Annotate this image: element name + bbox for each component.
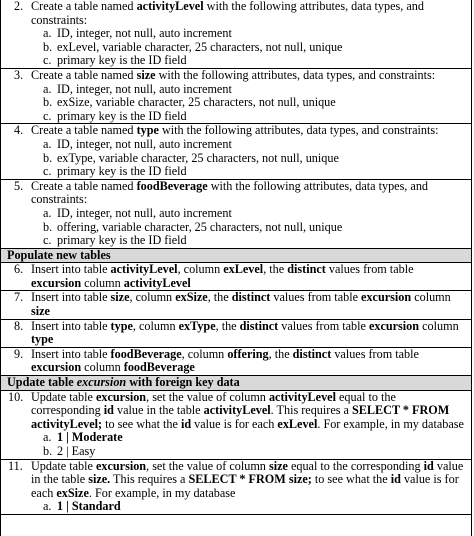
- bold-term: id: [103, 403, 114, 418]
- step-text: [31, 348, 465, 375]
- text-segment: with foreign key data: [126, 375, 240, 390]
- text-segment: values from table: [325, 262, 414, 277]
- sub-item: [43, 221, 471, 235]
- text-segment: value is for each: [191, 416, 278, 431]
- text-segment: , column: [129, 290, 176, 305]
- text-segment: with the following attributes, data types, and constraints:: [155, 67, 436, 82]
- sub-item: [43, 207, 471, 221]
- text-segment: Update table: [31, 389, 96, 404]
- step-number: 10.: [8, 389, 24, 404]
- instruction-row: [1, 0, 471, 69]
- instruction-row: [1, 263, 471, 291]
- text-segment: Create a table named: [31, 0, 137, 13]
- sub-item-text: exSize, variable character, 25 characters, not null, unique: [57, 95, 336, 110]
- bold-term: type: [136, 123, 159, 138]
- bold-term: activityLevel: [268, 389, 336, 404]
- sub-item-letter: c.: [43, 108, 52, 123]
- bold-term: size: [136, 67, 156, 82]
- bold-term: foodBeverage: [136, 178, 208, 193]
- sub-item-text: primary key is the ID field: [57, 233, 187, 248]
- sub-item-text: primary key is the ID field: [57, 53, 187, 68]
- instruction-row: [1, 180, 471, 249]
- sub-item-text: ID, integer, not null, auto increment: [57, 136, 232, 151]
- step-text: [31, 0, 465, 27]
- sub-item-text: 2 | Easy: [57, 444, 96, 458]
- bold-term: exSize: [175, 290, 208, 305]
- text-segment: value in the table: [31, 458, 464, 487]
- bold-term: exLevel: [223, 262, 264, 277]
- step-number: 5.: [14, 178, 24, 193]
- sub-item-letter: c.: [43, 53, 52, 68]
- bold-term: foodBeverage: [110, 346, 182, 361]
- step-number: 4.: [14, 123, 24, 138]
- text-segment: equal to the corresponding: [287, 458, 424, 473]
- step-text: [31, 180, 465, 207]
- sub-item-letter: a.: [43, 430, 52, 445]
- bold-term: exLevel: [277, 416, 318, 431]
- sub-item-text: exLevel, variable character, 25 characters, not null, unique: [57, 39, 343, 54]
- sub-item: [43, 138, 471, 152]
- text-segment: , the: [207, 290, 232, 305]
- text-segment: Populate new tables: [7, 247, 111, 262]
- bold-term: SELECT * FROM activityLevel;: [31, 403, 450, 431]
- sub-item: [43, 96, 471, 110]
- sub-item-text: ID, integer, not null, auto increment: [57, 26, 232, 41]
- text-segment: This requires a: [110, 472, 189, 487]
- text-segment: column: [81, 275, 124, 290]
- text-segment: . For example, in my database: [88, 485, 236, 500]
- bold-term: id: [180, 416, 192, 431]
- text-segment: value is for each: [31, 472, 459, 500]
- instruction-row: [1, 124, 471, 179]
- text-segment: , set the value of column: [146, 458, 269, 473]
- sub-item: [43, 83, 471, 97]
- bold-term: activityLevel: [203, 403, 271, 418]
- sub-item-letter: a.: [43, 26, 52, 41]
- text-segment: , set the value of column: [146, 389, 269, 404]
- bold-term: activityLevel: [110, 262, 178, 277]
- bold-term: size.: [88, 472, 111, 487]
- sub-item: [43, 27, 471, 41]
- instruction-row: [1, 320, 471, 348]
- sub-item: [43, 234, 471, 248]
- text-segment: , the: [215, 318, 240, 333]
- step-number: 2.: [14, 0, 24, 13]
- text-segment: Create a table named: [31, 123, 137, 138]
- bold-term: SELECT * FROM size;: [188, 472, 312, 487]
- sub-item-text: primary key is the ID field: [57, 108, 187, 123]
- text-segment: value in the table: [113, 403, 204, 418]
- bold-term: excursion: [31, 275, 82, 290]
- text-segment: to see what the: [311, 472, 391, 487]
- step-text: [31, 460, 465, 501]
- text-segment: . This requires a: [270, 403, 352, 418]
- text-segment: values from table: [270, 290, 362, 305]
- section-header: [1, 249, 471, 264]
- bold-term: size: [268, 458, 288, 473]
- sub-item-text: offering, variable character, 25 characters, not null, unique: [57, 219, 343, 234]
- instruction-row: [1, 291, 471, 319]
- text-segment: Insert into table: [31, 290, 111, 305]
- text-segment: to see what the: [102, 416, 181, 431]
- bold-term: type: [31, 332, 54, 347]
- sub-item-text: 1 | Moderate: [57, 430, 123, 445]
- sub-item-text: ID, integer, not null, auto increment: [57, 205, 232, 220]
- step-text: [31, 320, 465, 347]
- step-number: 8.: [14, 318, 24, 333]
- instruction-row: [1, 460, 471, 515]
- text-segment: column: [419, 318, 459, 333]
- text-segment: equal to the corresponding: [31, 389, 396, 418]
- section-header: [1, 376, 471, 391]
- bold-term: size: [110, 290, 130, 305]
- text-segment: Insert into table: [31, 318, 111, 333]
- step-number: 3.: [14, 67, 24, 82]
- text-segment: Insert into table: [31, 346, 111, 361]
- bold-term: type: [110, 318, 133, 333]
- bold-term: id: [390, 472, 401, 487]
- bold-term: distinct: [239, 318, 279, 333]
- sub-item: [43, 41, 471, 55]
- bold-term: exSize: [56, 485, 89, 500]
- sub-item-letter: b.: [43, 39, 53, 54]
- instruction-row: [1, 391, 471, 460]
- bold-term: excursion: [368, 318, 420, 333]
- sub-item-text: exType, variable character, 25 characters, not null, unique: [57, 150, 339, 165]
- bold-term: foodBeverage: [123, 360, 195, 375]
- step-text: [31, 291, 465, 318]
- sub-item-text: primary key is the ID field: [57, 164, 187, 179]
- sub-item: [43, 445, 471, 459]
- bold-term: activityLevel: [136, 0, 204, 13]
- sub-item-text: ID, integer, not null, auto increment: [57, 81, 232, 96]
- italic-term: excursion: [76, 375, 127, 390]
- bold-term: size: [31, 304, 50, 319]
- text-segment: values from table: [331, 346, 419, 361]
- sub-item-letter: b.: [43, 219, 53, 234]
- sub-item: [43, 431, 471, 445]
- sub-item: [43, 500, 471, 514]
- sub-item: [43, 165, 471, 179]
- text-segment: Create a table named: [31, 67, 137, 82]
- text-segment: Insert into table: [31, 262, 111, 277]
- sub-item-text: 1 | Standard: [57, 499, 121, 514]
- step-number: 6.: [14, 262, 24, 277]
- bold-term: offering: [227, 346, 269, 361]
- instruction-row: [1, 69, 471, 124]
- sub-item-letter: a.: [43, 499, 52, 514]
- bold-term: excursion: [361, 290, 412, 305]
- text-segment: , the: [263, 262, 288, 277]
- text-segment: Update table: [7, 375, 77, 390]
- text-segment: , column: [181, 346, 228, 361]
- sub-item-letter: a.: [43, 136, 52, 151]
- text-segment: Update table: [31, 458, 96, 473]
- sub-item: [43, 54, 471, 68]
- text-segment: with the following attributes, data types, and constraints:: [158, 123, 439, 138]
- bold-term: id: [423, 458, 434, 473]
- text-segment: , column: [177, 262, 224, 277]
- step-text: [31, 391, 465, 432]
- bold-term: activityLevel: [123, 275, 191, 290]
- bold-term: excursion: [31, 360, 82, 375]
- step-number: 9.: [14, 346, 24, 361]
- text-segment: with the following attributes, data types, and constraints:: [31, 0, 424, 27]
- text-segment: column: [411, 290, 451, 305]
- sub-item-letter: b.: [43, 444, 53, 458]
- text-segment: with the following attributes, data types, and constraints:: [31, 178, 429, 207]
- step-number: 11.: [8, 458, 23, 473]
- text-segment: Create a table named: [31, 178, 137, 193]
- sub-item-letter: a.: [43, 205, 52, 220]
- sub-item-letter: c.: [43, 164, 52, 179]
- sub-item: [43, 152, 471, 166]
- bold-term: distinct: [231, 290, 271, 305]
- sub-item-letter: c.: [43, 233, 52, 248]
- bold-term: exType: [178, 318, 216, 333]
- step-text: [31, 69, 465, 83]
- bold-term: excursion: [95, 458, 147, 473]
- text-segment: values from table: [278, 318, 369, 333]
- sub-item: [43, 110, 471, 124]
- sub-item-letter: b.: [43, 95, 53, 110]
- step-text: [31, 263, 465, 290]
- bold-term: distinct: [287, 262, 326, 277]
- bold-term: distinct: [292, 346, 332, 361]
- bold-term: excursion: [95, 389, 147, 404]
- sub-item-letter: b.: [43, 150, 53, 165]
- text-segment: , column: [132, 318, 179, 333]
- step-number: 7.: [14, 290, 24, 305]
- sub-item-letter: a.: [43, 81, 52, 96]
- text-segment: . For example, in my database: [317, 416, 464, 431]
- step-text: [31, 124, 465, 138]
- text-segment: column: [81, 360, 124, 375]
- instruction-row: [1, 348, 471, 376]
- text-segment: , the: [268, 346, 293, 361]
